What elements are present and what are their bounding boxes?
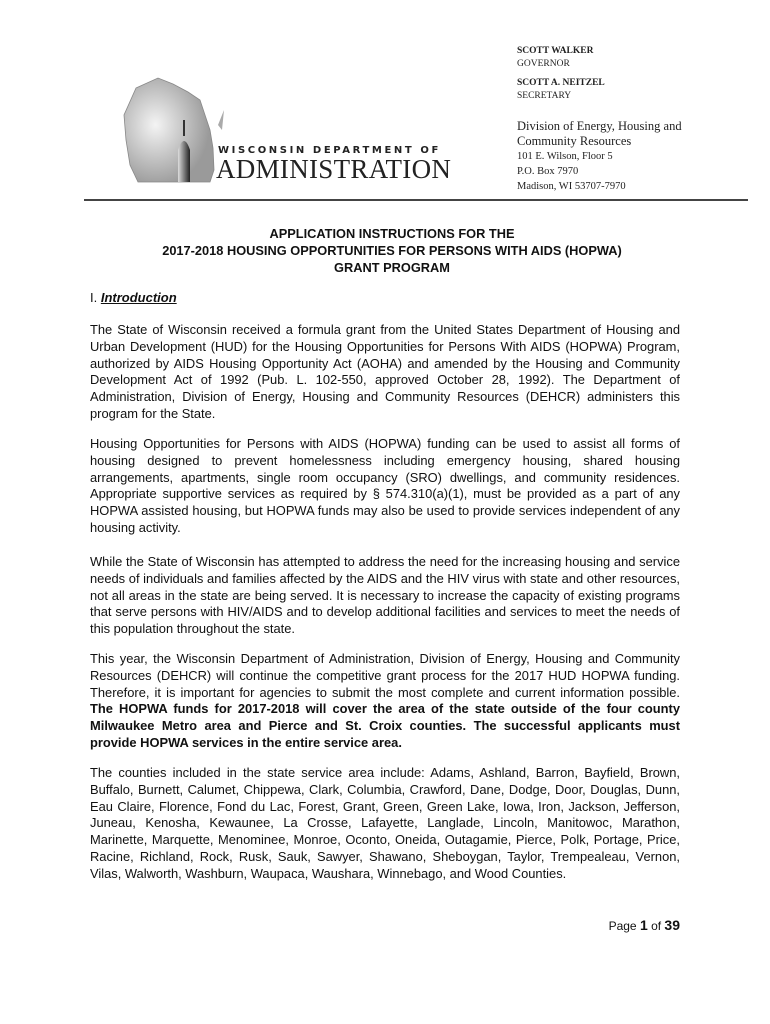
governor-title: GOVERNOR bbox=[517, 59, 570, 69]
address-line3: Madison, WI 53707-7970 bbox=[517, 181, 626, 192]
address-line2: P.O. Box 7970 bbox=[517, 166, 579, 177]
paragraph-1: The State of Wisconsin received a formula grant from the United States Department of Housing and Urban Development (HUD) for the Housing Opportunities for Persons With AIDS (HOPWA) Program, authorized by AIDS Housing Opportunity Act (AOHA) and amended by the Housing and Community Development Act of 1992 (Pub. L. 102-550, approved October 28, 1992). The Department of Administration, Division of Energy, Housing and Community Resources (DEHCR) administers this program for the State. bbox=[90, 322, 680, 421]
of-label: of bbox=[647, 919, 665, 933]
title-line1: APPLICATION INSTRUCTIONS FOR THE bbox=[269, 226, 515, 241]
logo-text-department: WISCONSIN DEPARTMENT OF bbox=[218, 145, 441, 156]
secretary-name: SCOTT A. NEITZEL bbox=[517, 78, 605, 88]
section-number: I. bbox=[90, 290, 101, 305]
officials-block bbox=[517, 45, 605, 103]
division-line2: Community Resources bbox=[517, 134, 632, 148]
section-heading bbox=[90, 290, 177, 305]
address-line1: 101 E. Wilson, Floor 5 bbox=[517, 151, 613, 162]
page-label: Page bbox=[608, 919, 640, 933]
current-page: 1 bbox=[639, 917, 648, 933]
address-block bbox=[517, 119, 682, 194]
paragraph-5: The counties included in the state service area include: Adams, Ashland, Barron, Bayfield, Brown, Buffalo, Burnett, Calumet, Chippewa, Clark, Columbia, Crawford, Dane, Dodge, Door, Douglas, Dunn, Eau Claire, Florence, Fond du Lac, Forest, Grant, Green, Green Lake, Iowa, Iron, Jackson, Jefferson, Juneau, Kenosha, Kewaunee, La Crosse, Lafayette, Langlade, Lincoln, Manitowoc, Marathon, Marinette, Marquette, Menominee, Monroe, Oconto, Oneida, Outagamie, Pierce, Polk, Portage, Price, Racine, Richland, Rock, Rusk, Sauk, Sawyer, Shawano, Sheboygan, Taylor, Trempealeau, Vernon, Vilas, Walworth, Washburn, Waupaca, Waushara, Winnebago, and Wood Counties. bbox=[90, 765, 680, 881]
paragraph-3: While the State of Wisconsin has attempted to address the need for the increasing housing and service needs of individuals and families affected by the AIDS and the HIV virus with state and other resources, not all areas in the state are being served. It is necessary to increase the capacity of existing programs that serve persons with HIV/AIDS and to develop additional facilities and services to meet the needs of this population throughout the state. bbox=[90, 554, 680, 637]
page-number bbox=[609, 917, 680, 933]
paragraph-4-bold: The HOPWA funds for 2017-2018 will cover the area of the state outside of the four county Milwaukee Metro area and Pierce and St. Croix counties. The successful applicants must provide HOPWA services in the entire service area. bbox=[90, 701, 680, 750]
title-line3: GRANT PROGRAM bbox=[334, 260, 450, 275]
division-line1: Division of Energy, Housing and bbox=[517, 119, 682, 133]
paragraph-2: Housing Opportunities for Persons with AIDS (HOPWA) funding can be used to assist all forms of housing designed to prevent homelessness including emergency housing, shared housing arrangements, apartments, single room occupancy (SRO) dwellings, and community residences. Appropriate supportive services as required by § 574.310(a)(1), must be provided as a part of any HOPWA assisted housing, but HOPWA funds may also be used to provide services independent of any housing activity. bbox=[90, 436, 680, 535]
secretary-title: SECRETARY bbox=[517, 91, 572, 101]
document-title bbox=[90, 225, 694, 276]
section-title: Introduction bbox=[100, 290, 177, 305]
paragraph-4 bbox=[90, 651, 680, 752]
title-line2: 2017-2018 HOUSING OPPORTUNITIES FOR PERSONS WITH AIDS (HOPWA) bbox=[162, 243, 622, 258]
logo-text-administration: ADMINISTRATION bbox=[216, 154, 452, 184]
governor-name: SCOTT WALKER bbox=[517, 46, 594, 56]
paragraph-4-text: This year, the Wisconsin Department of Administration, Division of Energy, Housing and Community Resources (DEHCR) will continue the competitive grant process for the 2017 HUD HOPWA funding. Therefore, it is important for agencies to submit the most complete and current information possible. bbox=[90, 651, 680, 700]
header-divider bbox=[84, 199, 748, 201]
total-pages: 39 bbox=[664, 917, 680, 933]
